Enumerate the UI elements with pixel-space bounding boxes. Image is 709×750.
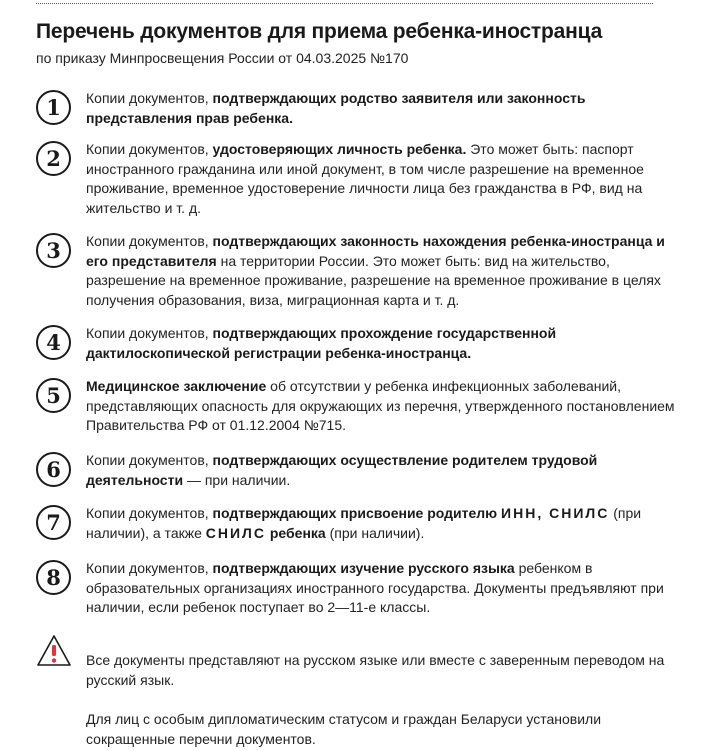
- item-text: Копии документов, подтверждающих прохождение государственной дактилоскопической регистрации ребенка-иностранца.: [86, 325, 557, 361]
- item-number-badge: 6: [36, 452, 71, 487]
- item-number-badge: 3: [36, 233, 71, 268]
- page-subtitle: по приказу Минпросвещения России от 04.03.2025 №170: [36, 50, 409, 66]
- page-title: Перечень документов для приема ребенка-иностранца: [36, 20, 603, 43]
- item-text: Копии документов, удостоверяющих личность ребенка. Это может быть: паспорт иностранного гражданина или иной документ, в том числе разрешение на временное проживание, временное удостоверение личности лица без гражданства в РФ, вид на жительство и т. д.: [86, 141, 644, 216]
- note-reduced-lists: Для лиц с особым дипломатическим статусом и граждан Беларуси установили сокращенные перечни документов.: [86, 711, 602, 747]
- item-number-badge: 4: [36, 325, 71, 360]
- item-text: Копии документов, подтверждающих изучение русского языка ребенком в образовательных организациях иностранного государства. Документы предъявляют при наличии, если ребенок поступает во 2—11-е классы.: [86, 560, 664, 615]
- top-divider: [36, 3, 653, 4]
- item-number-badge: 7: [36, 505, 71, 540]
- item-number-badge: 5: [36, 378, 71, 413]
- item-text: Копии документов, подтверждающих присвоение родителю ИНН, СНИЛС (при наличии), а также СНИЛС ребенка (при наличии).: [86, 505, 642, 541]
- item-text: Копии документов, подтверждающих законность нахождения ребенка-иностранца и его представителя на территории России. Это может быть: вид на жительство, разрешение на временное проживание, разрешение на временное проживание в целях получения образования, виза, миграционная карта и т. д.: [86, 233, 665, 308]
- warning-triangle-icon: [36, 634, 72, 668]
- item-number-badge: 2: [36, 141, 71, 176]
- item-number-badge: 1: [36, 90, 71, 125]
- note-translation: Все документы представляют на русском языке или вместе с заверенным переводом на русский язык.: [86, 652, 665, 688]
- item-text: Копии документов, подтверждающих родство заявителя или законность представления прав ребенка.: [86, 90, 586, 126]
- item-text: Медицинское заключение об отсутствии у ребенка инфекционных заболеваний, представляющих опасность для окружающих из перечня, утвержденного постановлением Правительства РФ от 01.12.2004 №715.: [86, 378, 675, 433]
- item-text: Копии документов, подтверждающих осуществление родителем трудовой деятельности — при наличии.: [86, 452, 598, 488]
- item-number-badge: 8: [36, 560, 71, 595]
